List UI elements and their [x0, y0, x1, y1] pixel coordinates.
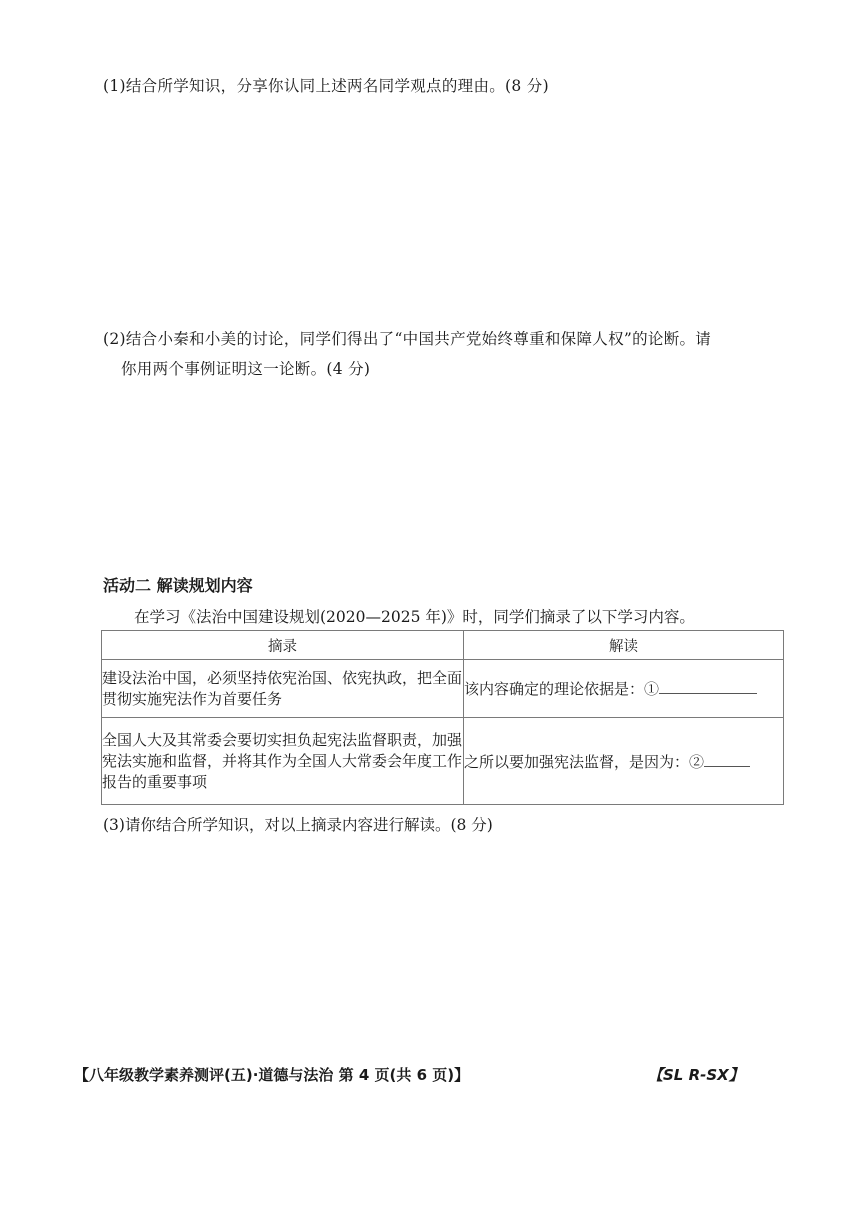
footer-exam-info: 【八年级教学素养测评(五)·道德与法治 第 4 页(共 6 页)】: [74, 1066, 470, 1084]
interpretation-prompt: 之所以要加强宪法监督，是因为：②: [464, 752, 705, 771]
question-3: (3)请你结合所学知识，对以上摘录内容进行解读。(8 分): [103, 816, 493, 834]
activity-2-heading: 活动二 解读规划内容: [103, 576, 253, 595]
header-interpretation: 解读: [464, 631, 784, 660]
excerpt-cell: 全国人大及其常委会要切实担负起宪法监督职责，加强宪法实施和监督，并将其作为全国人大常委会年度工作报告的重要事项: [102, 718, 464, 805]
header-excerpt: 摘录: [102, 631, 464, 660]
interpretation-prompt: 该内容确定的理论依据是：①: [464, 680, 660, 698]
table-row: [102, 718, 784, 805]
answer-blank-1[interactable]: [659, 679, 757, 694]
excerpt-cell: 建设法治中国，必须坚持依宪治国、依宪执政，把全面贯彻实施宪法作为首要任务: [102, 660, 464, 718]
table-header-row: [102, 631, 784, 660]
activity-2-intro: 在学习《法治中国建设规划(2020—2025 年)》时，同学们摘录了以下学习内容。: [134, 608, 695, 626]
question-2: [103, 324, 803, 384]
interpretation-cell: [464, 660, 784, 718]
question-2-line-2: 你用两个事例证明这一论断。(4 分): [121, 360, 371, 378]
table-row: [102, 660, 784, 718]
answer-blank-2[interactable]: [704, 752, 750, 767]
question-1: (1)结合所学知识，分享你认同上述两名同学观点的理由。(8 分): [103, 77, 549, 95]
excerpt-table: [101, 630, 784, 805]
interpretation-cell: [464, 718, 784, 805]
question-2-line-1: (2)结合小秦和小美的讨论，同学们得出了“中国共产党始终尊重和保障人权”的论断。请: [103, 330, 712, 348]
footer-code: 【SL R-SX】: [648, 1066, 744, 1084]
